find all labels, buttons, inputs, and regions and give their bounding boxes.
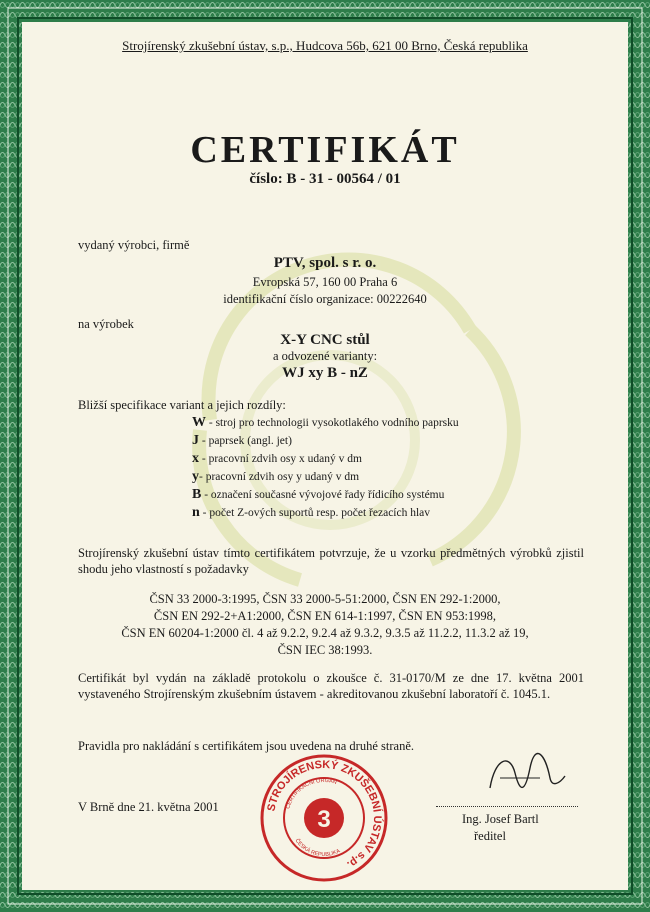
protocol-statement: Certifikát byl vydán na základě protokolu o zkoušce č. 31-0170/M ze dne 17. května 2001 vystaveného Strojírenským zkušebním ústavem - akreditovanou zkušební laboratoří č. 1045.1. bbox=[78, 671, 584, 701]
svg-text:3: 3 bbox=[317, 806, 331, 833]
spec-item bbox=[192, 505, 430, 521]
spec-key: y bbox=[192, 469, 199, 484]
spec-item bbox=[192, 415, 459, 431]
signature-line bbox=[436, 806, 578, 807]
spec-label: Bližší specifikace variant a jejich rozdíly: bbox=[78, 398, 286, 412]
certificate-number: číslo: B - 31 - 00564 / 01 bbox=[249, 171, 401, 187]
signatory-name: Ing. Josef Bartl bbox=[462, 812, 539, 826]
standards-line: ČSN IEC 38:1993. bbox=[277, 643, 373, 657]
document-title: CERTIFIKÁT bbox=[190, 129, 460, 171]
standards-line: ČSN 33 2000-3:1995, ČSN 33 2000-5-51:2000, ČSN EN 292-1:2000, bbox=[149, 592, 501, 606]
spec-text: - pracovní zdvih osy y udaný v dm bbox=[199, 471, 360, 483]
spec-item bbox=[192, 433, 292, 449]
svg-text:ČESKÁ REPUBLIKA: ČESKÁ REPUBLIKA bbox=[293, 837, 342, 859]
spec-key: W bbox=[192, 415, 206, 430]
rules-note: Pravidla pro nakládání s certifikátem jsou uvedena na druhé straně. bbox=[78, 739, 414, 753]
spec-key: J bbox=[192, 433, 199, 448]
standards-line: ČSN EN 292-2+A1:2000, ČSN EN 614-1:1997, ČSN EN 953:1998, bbox=[153, 609, 497, 623]
spec-item bbox=[192, 451, 362, 467]
issuer-address: Strojírenský zkušební ústav, s.p., Hudcova 56b, 621 00 Brno, Česká republika bbox=[122, 38, 528, 53]
issued-to-label: vydaný výrobci, firmě bbox=[78, 238, 190, 252]
spec-text: - stroj pro technologii vysokotlakého vodního paprsku bbox=[206, 417, 459, 429]
product-name: X-Y CNC stůl bbox=[280, 332, 370, 348]
spec-item bbox=[192, 469, 359, 485]
spec-key: n bbox=[192, 505, 200, 520]
company-id: identifikační číslo organizace: 00222640 bbox=[223, 292, 427, 306]
company-name: PTV, spol. s r. o. bbox=[273, 255, 377, 271]
spec-text: - paprsek (angl. jet) bbox=[199, 435, 292, 447]
official-stamp bbox=[258, 752, 390, 884]
product-variants-note: a odvozené varianty: bbox=[272, 349, 378, 363]
company-address: Evropská 57, 160 00 Praha 6 bbox=[252, 275, 398, 289]
spec-key: x bbox=[192, 451, 199, 466]
spec-text: - označení současné vývojové řady řídicího systému bbox=[201, 489, 445, 501]
spec-text: - pracovní zdvih osy x udaný v dm bbox=[199, 453, 362, 465]
spec-text: - počet Z-ových suportů resp. počet řezacích hlav bbox=[199, 507, 431, 519]
handwritten-signature bbox=[470, 748, 580, 808]
standards-line: ČSN EN 60204-1:2000 čl. 4 až 9.2.2, 9.2.4 až 9.3.2, 9.3.5 až 11.2.2, 11.3.2 až 19, bbox=[121, 626, 529, 640]
place-date: V Brně dne 21. května 2001 bbox=[78, 800, 219, 814]
spec-item bbox=[192, 487, 444, 503]
conformity-statement: Strojírenský zkušební ústav tímto certifikátem potvrzuje, že u vzorku předmětných výrobků zjistil shodu jeho vlastností s požadavky bbox=[78, 546, 584, 576]
svg-text:STROJÍRENSKÝ ZKUŠEBNÍ ÚSTAV s.: STROJÍRENSKÝ ZKUŠEBNÍ ÚSTAV s.p. bbox=[265, 758, 384, 871]
signatory-role: ředitel bbox=[474, 829, 506, 843]
product-code: WJ xy B - nZ bbox=[282, 365, 368, 381]
product-label: na výrobek bbox=[78, 317, 134, 331]
svg-text:CERTIFIKAČNÍ ORGÁN: CERTIFIKAČNÍ ORGÁN bbox=[285, 777, 338, 810]
spec-key: B bbox=[192, 487, 202, 502]
